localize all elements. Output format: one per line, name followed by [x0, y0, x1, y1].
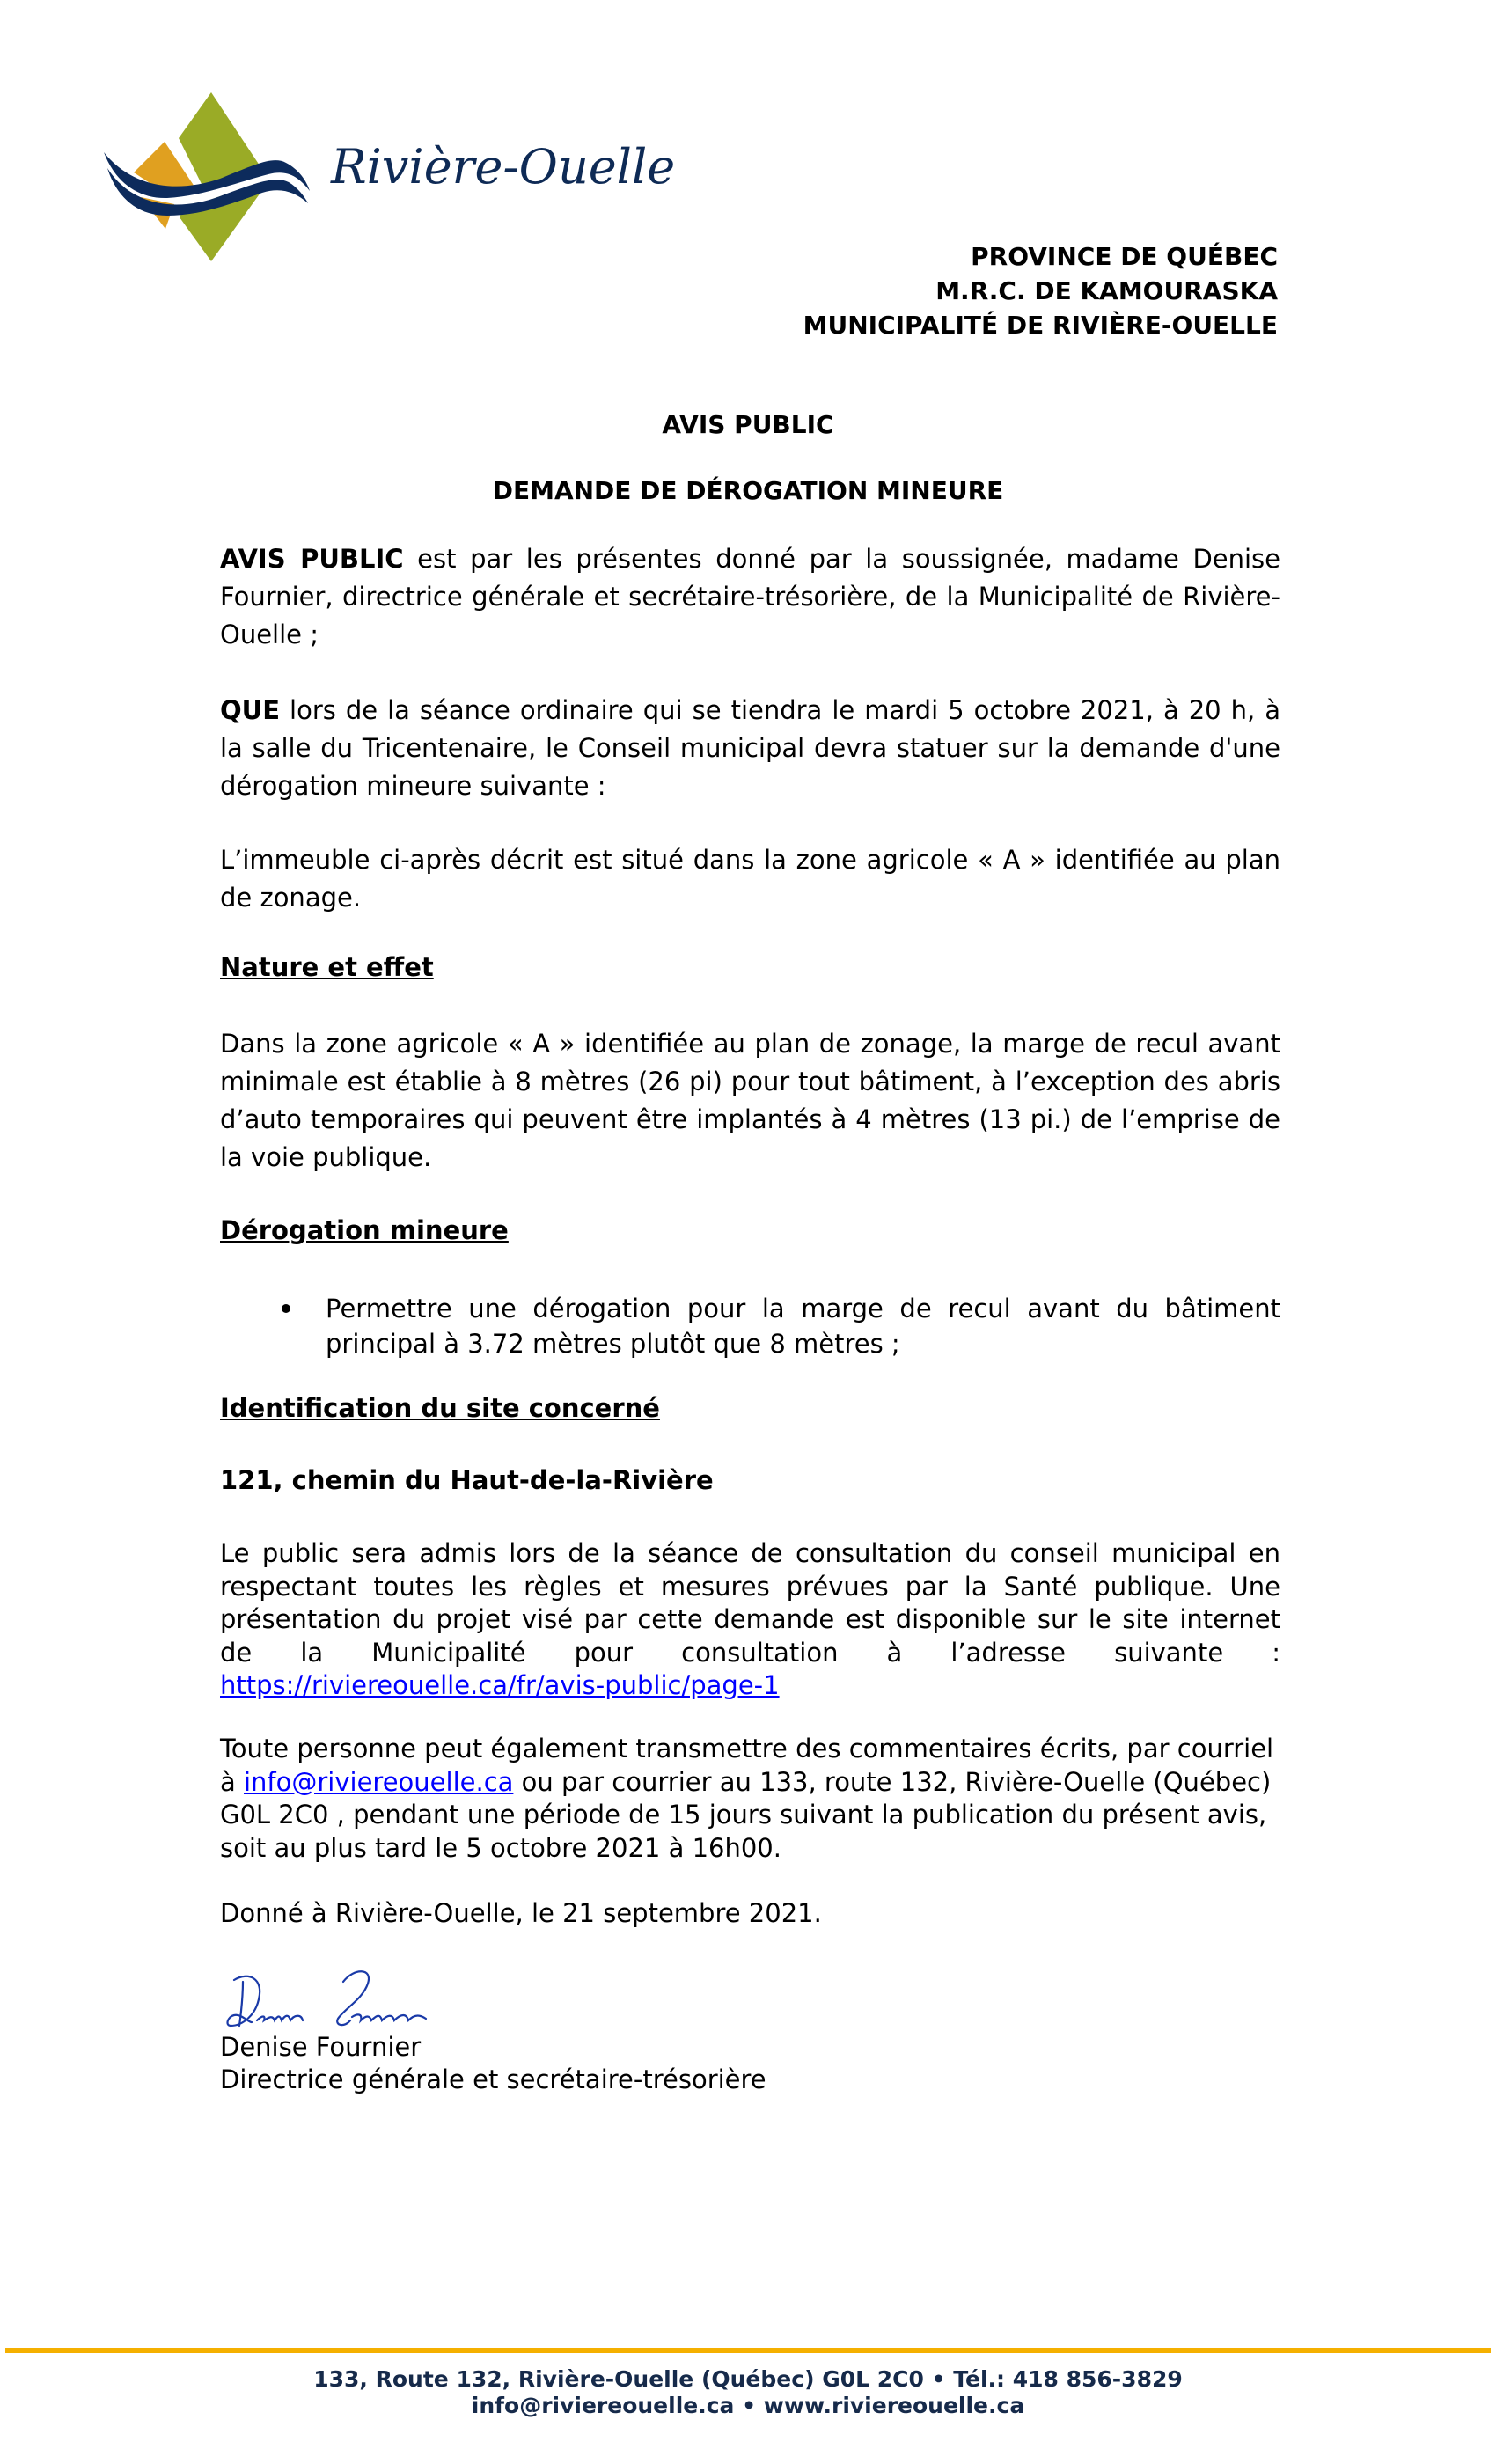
public-paragraph [220, 1537, 1280, 1703]
page-title: AVIS PUBLIC [662, 410, 834, 439]
intro-text: est par les présentes donné par la soussignée, madame Denise Fournier, directrice générale et secrétaire-trésorière, de la Municipalité de Rivière-Ouelle ; [220, 544, 1280, 649]
meeting-text: lors de la séance ordinaire qui se tiendra le mardi 5 octobre 2021, à 20 h, à la salle du Tricentenaire, le Conseil municipal devra statuer sur la demande d'une dérogation mineure suivante : [220, 695, 1280, 801]
footer-address: 133, Route 132, Rivière-Ouelle (Québec) G0L 2C0 • Tél.: 418 856-3829 [313, 2366, 1183, 2392]
section-heading-nature: Nature et effet [220, 952, 434, 982]
email-link[interactable]: info@riviereouelle.ca [244, 1766, 514, 1797]
signatory-name: Denise Fournier [220, 2032, 422, 2062]
comments-paragraph [220, 1733, 1280, 1865]
meeting-paragraph [220, 692, 1280, 805]
signature-block [220, 2031, 766, 2096]
footer-contact: info@riviereouelle.ca • www.riviereouelle.ca [471, 2393, 1025, 2418]
comments-text-pre: Toute personne peut également transmettre des commentaires écrits, par courriel à [220, 1734, 1274, 1797]
nature-paragraph: Dans la zone agricole « A » identifiée au plan de zonage, la marge de recul avant minimale est établie à 8 mètres (26 pi) pour tout bâtiment, à l’exception des abris d’auto temporaires qui peuvent être implantés à 4 mètres (13 pi.) de l’emprise de la voie publique. [220, 1029, 1280, 1172]
intro-lead: AVIS PUBLIC [220, 544, 404, 574]
section-heading-site: Identification du site concerné [220, 1393, 660, 1423]
jurisdiction-header [803, 239, 1278, 342]
header-municipality: MUNICIPALITÉ DE RIVIÈRE-OUELLE [803, 311, 1278, 340]
given-date: Donné à Rivière-Ouelle, le 21 septembre 2021. [220, 1898, 822, 1928]
municipality-logo-text: Rivière-Ouelle [331, 139, 676, 194]
list-item [220, 1291, 1280, 1361]
signature-icon [222, 1964, 521, 2035]
intro-paragraph [220, 540, 1280, 654]
municipality-logo-icon [97, 84, 326, 273]
signatory-title: Directrice générale et secrétaire-trésorière [220, 2064, 766, 2094]
meeting-lead: QUE [220, 695, 281, 725]
section-heading-derogation: Dérogation mineure [220, 1215, 509, 1245]
bullet-icon [282, 1304, 290, 1313]
header-province: PROVINCE DE QUÉBEC [971, 242, 1278, 271]
footer-divider [5, 2348, 1491, 2353]
header-mrc: M.R.C. DE KAMOURASKA [935, 276, 1278, 305]
derogation-list [220, 1291, 1280, 1361]
property-paragraph: L’immeuble ci-après décrit est situé dans la zone agricole « A » identifiée au plan de zonage. [220, 845, 1280, 913]
derogation-item-text: Permettre une dérogation pour la marge de recul avant du bâtiment principal à 3.72 mètres plutôt que 8 mètres ; [326, 1294, 1280, 1359]
avis-public-link[interactable]: https://riviereouelle.ca/fr/avis-public/page-1 [220, 1670, 780, 1700]
page-subtitle: DEMANDE DE DÉROGATION MINEURE [492, 476, 1004, 505]
public-text: Le public sera admis lors de la séance de consultation du conseil municipal en respectant toutes les règles et mesures prévues par la Santé publique. Une présentation du projet visé par cette demande est disponible sur le site internet de la Municipalité pour consultation à l’adresse suivante : [220, 1538, 1280, 1668]
comments-text-post: ou par courrier au 133, route 132, Rivière-Ouelle (Québec) G0L 2C0 , pendant une période de 15 jours suivant la publication du présent avis, soit au plus tard le 5 octobre 2021 à 16h00. [220, 1766, 1272, 1863]
site-address: 121, chemin du Haut-de-la-Rivière [220, 1465, 714, 1495]
